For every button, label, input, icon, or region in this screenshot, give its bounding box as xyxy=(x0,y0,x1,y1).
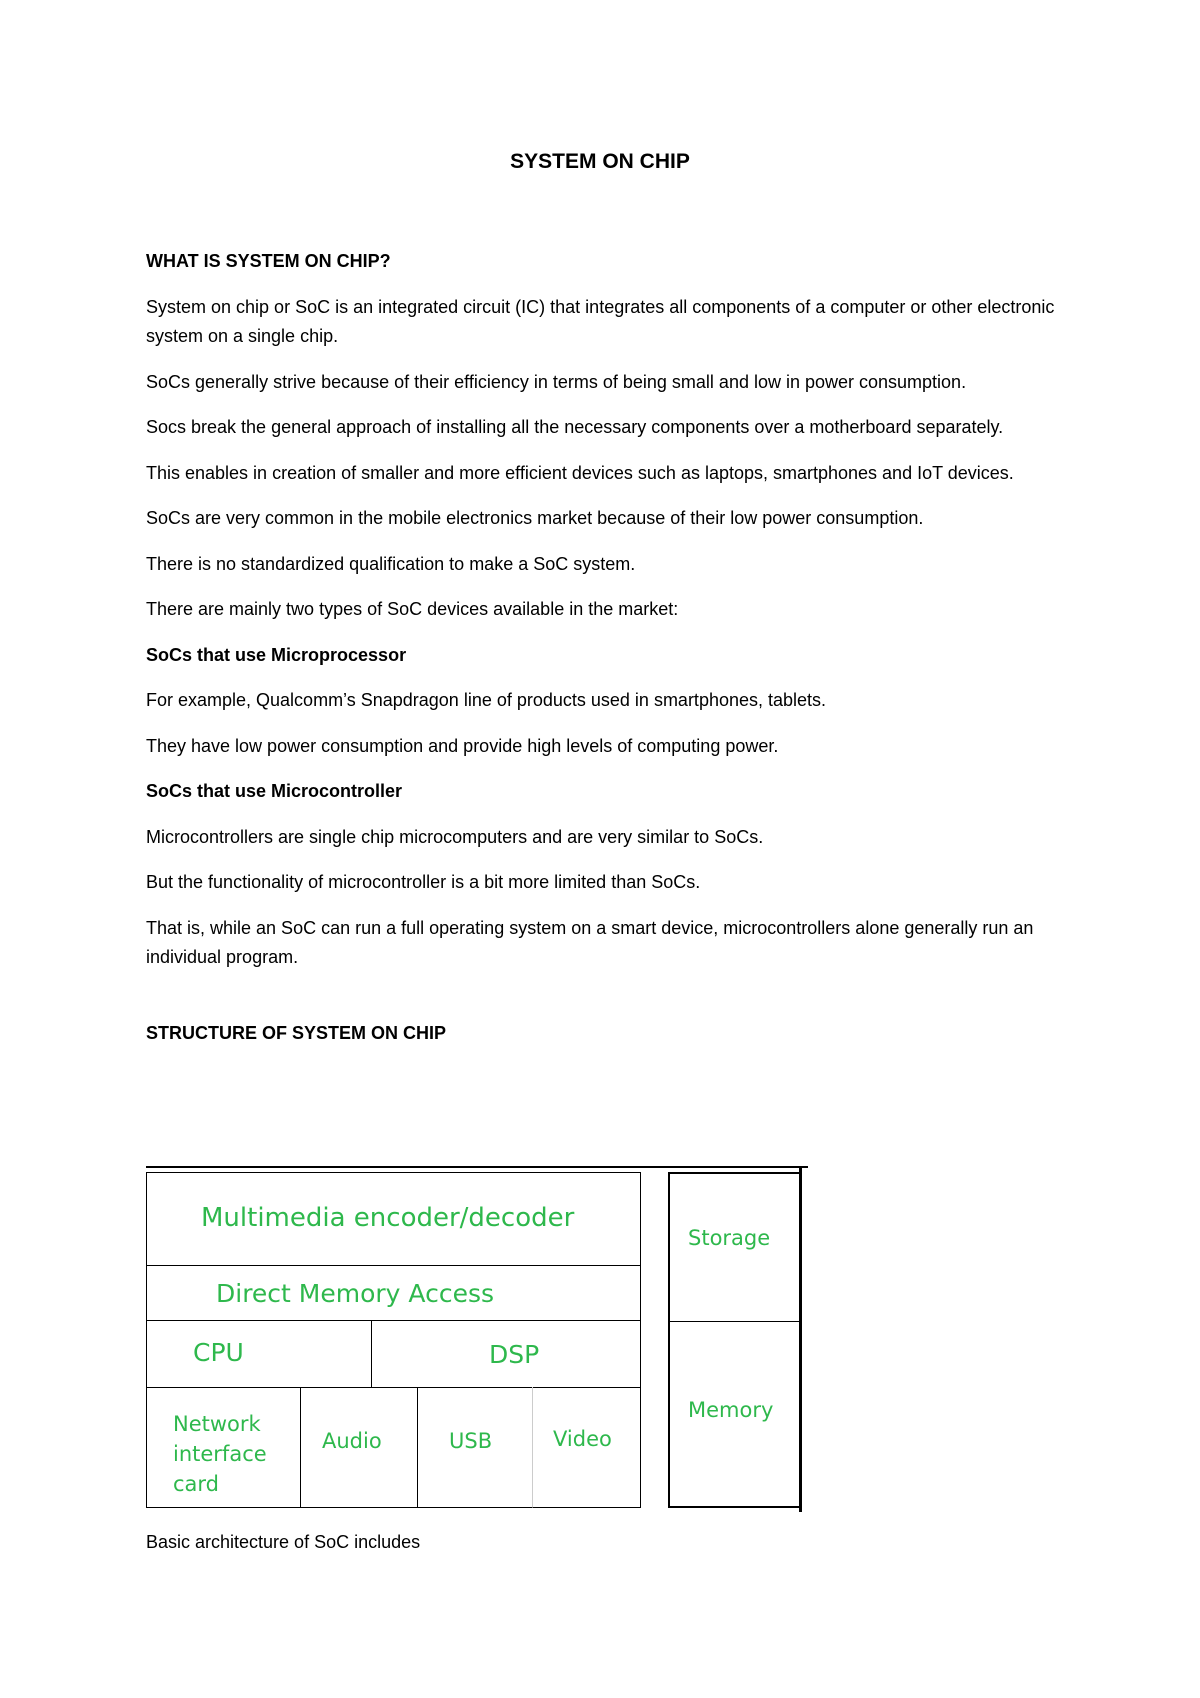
diagram-top-rule xyxy=(146,1166,808,1168)
video-label: Video xyxy=(553,1427,612,1451)
video-block xyxy=(532,1387,641,1508)
audio-block xyxy=(300,1387,418,1508)
document-body xyxy=(146,247,1066,1048)
section-heading-structure: STRUCTURE OF SYSTEM ON CHIP xyxy=(146,1022,447,1043)
dma-block xyxy=(146,1265,641,1321)
paragraph: SoCs generally strive because of their efficiency in terms of being small and low in power consumption. xyxy=(146,371,967,392)
paragraph: System on chip or SoC is an integrated circuit (IC) that integrates all components of a computer or other electronic system on a single chip. xyxy=(146,296,1055,346)
audio-label: Audio xyxy=(322,1429,382,1453)
page-title: SYSTEM ON CHIP xyxy=(510,150,690,173)
dma-label: Direct Memory Access xyxy=(216,1279,495,1308)
nic-block xyxy=(146,1387,301,1508)
paragraph: Microcontrollers are single chip microcomputers and are very similar to SoCs. xyxy=(146,826,764,847)
paragraph: SoCs are very common in the mobile electronics market because of their low power consumption. xyxy=(146,508,924,528)
paragraph: That is, while an SoC can run a full operating system on a smart device, microcontrollers alone generally run an individual program. xyxy=(146,917,1034,967)
cpu-block xyxy=(146,1320,372,1388)
memory-label: Memory xyxy=(688,1398,774,1422)
memory-block xyxy=(668,1321,802,1508)
storage-label: Storage xyxy=(688,1226,771,1250)
soc-architecture-diagram xyxy=(146,1166,804,1512)
subheading-microcontroller: SoCs that use Microcontroller xyxy=(146,781,403,801)
paragraph: This enables in creation of smaller and more efficient devices such as laptops, smartphones and IoT devices. xyxy=(146,462,1014,483)
paragraph: There is no standardized qualification to make a SoC system. xyxy=(146,553,636,574)
paragraph: For example, Qualcomm’s Snapdragon line of products used in smartphones, tablets. xyxy=(146,690,827,710)
nic-label: Network interface card xyxy=(173,1412,267,1496)
diagram-right-rule xyxy=(799,1166,802,1512)
cpu-label: CPU xyxy=(193,1338,244,1367)
usb-block xyxy=(417,1387,533,1508)
multimedia-label: Multimedia encoder/decoder xyxy=(201,1203,575,1233)
paragraph: They have low power consumption and provide high levels of computing power. xyxy=(146,735,779,756)
multimedia-block xyxy=(146,1172,641,1266)
paragraph: But the functionality of microcontroller is a bit more limited than SoCs. xyxy=(146,872,701,892)
paragraph: There are mainly two types of SoC devices available in the market: xyxy=(146,599,679,619)
section-heading-what-is-soc: WHAT IS SYSTEM ON CHIP? xyxy=(146,251,391,271)
paragraph: Socs break the general approach of installing all the necessary components over a motherboard separately. xyxy=(146,417,1004,437)
diagram-caption: Basic architecture of SoC includes xyxy=(146,1532,421,1552)
subheading-microprocessor: SoCs that use Microprocessor xyxy=(146,644,407,665)
dsp-label: DSP xyxy=(489,1340,540,1369)
storage-block xyxy=(668,1172,802,1322)
usb-label: USB xyxy=(449,1429,493,1453)
dsp-block xyxy=(371,1320,641,1388)
